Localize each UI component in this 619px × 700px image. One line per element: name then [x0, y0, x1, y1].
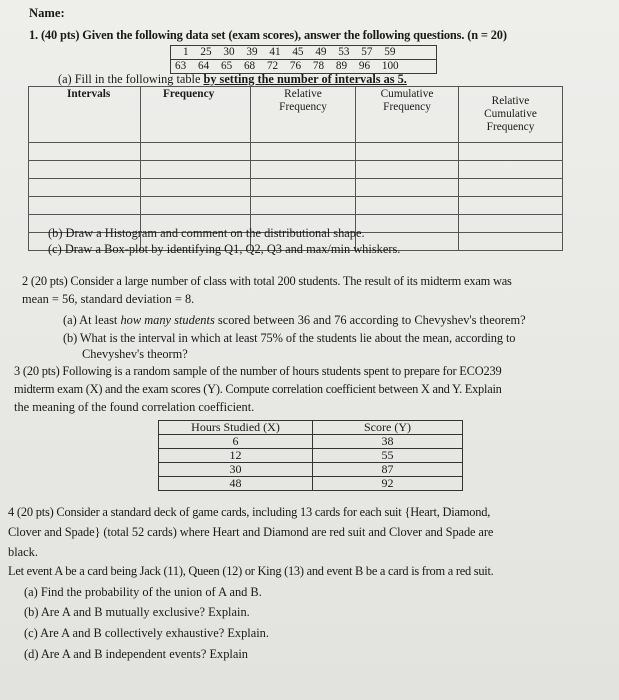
- header-relative-frequency: [251, 87, 356, 143]
- data-value: 89: [335, 60, 348, 72]
- data-cell-group: [171, 46, 437, 60]
- q1-part-b: (b) Draw a Histogram and comment on the distributional shape.: [48, 226, 365, 240]
- q4-line-3: black.: [8, 545, 38, 559]
- q4-line-4: Let event A be a card being Jack (11), Queen (12) or King (13) and event B be a card is from a red suit.: [8, 564, 494, 578]
- header-cumulative-frequency-text: Cumulative Frequency: [380, 88, 434, 113]
- q4-part-a: (a) Find the probability of the union of A and B.: [24, 585, 262, 599]
- data-value: 30: [223, 46, 235, 58]
- table-cell[interactable]: [356, 143, 459, 161]
- q3-line-2: midterm exam (X) and the exam scores (Y). Compute correlation coefficient between X and Y. Explain: [14, 382, 502, 396]
- data-row-1: [171, 46, 437, 60]
- frequency-table-header: [29, 87, 563, 143]
- q4-line-1: 4 (20 pts) Consider a standard deck of game cards, including 13 cards for each suit {Heart, Diamond,: [8, 505, 491, 519]
- q1-part-a-prefix: (a) Fill in the following table: [58, 72, 204, 86]
- table-cell[interactable]: [459, 143, 563, 161]
- hours-score-table: [158, 420, 463, 491]
- table-cell[interactable]: [29, 179, 141, 197]
- q1-part-a: [58, 72, 407, 87]
- table-row: [159, 463, 463, 477]
- data-value: 78: [312, 60, 325, 72]
- q1-title: 1. (40 pts) Given the following data set (exam scores), answer the following questions. (n = 20): [29, 28, 507, 42]
- q2-part-b-line-1: (b) What is the interval in which at least 75% of the students lie about the mean, according to: [63, 331, 516, 345]
- name-label: Name:: [29, 6, 65, 20]
- hours-value: 12: [159, 449, 313, 463]
- table-cell[interactable]: [459, 161, 563, 179]
- table-row: [159, 435, 463, 449]
- q4-line-2: Clover and Spade} (total 52 cards) where Heart and Diamond are red suit and Clover and Spade are: [8, 525, 494, 539]
- data-value: 25: [200, 46, 212, 58]
- q2-line-1: 2 (20 pts) Consider a large number of class with total 200 students. The result of its midterm exam was: [22, 274, 512, 288]
- header-hours-studied: Hours Studied (X): [159, 421, 313, 435]
- data-value: 72: [266, 60, 279, 72]
- header-relative-cumulative-frequency: [459, 87, 563, 143]
- table-cell[interactable]: [141, 197, 251, 215]
- data-value: 57: [361, 46, 373, 58]
- q4-part-b: (b) Are A and B mutually exclusive? Explain.: [24, 605, 250, 619]
- score-value: 92: [313, 477, 463, 491]
- q1-part-c: (c) Draw a Box-plot by identifying Q1, Q2, Q3 and max/min whiskers.: [48, 242, 401, 256]
- table-cell[interactable]: [251, 161, 356, 179]
- table-cell[interactable]: [356, 197, 459, 215]
- data-value: 39: [246, 46, 258, 58]
- table-row: [29, 179, 563, 197]
- header-relative-cumulative-frequency-text: Relative Cumulative Frequency: [484, 95, 537, 133]
- hours-value: 48: [159, 477, 313, 491]
- data-value: 65: [220, 60, 233, 72]
- score-value: 38: [313, 435, 463, 449]
- q1-data-table: [170, 45, 437, 74]
- data-value: 63: [175, 60, 187, 72]
- data-value: 59: [384, 46, 396, 58]
- q2-part-a-suffix: scored between 36 and 76 according to Chevyshev's theorem?: [214, 313, 526, 327]
- q2-part-b-line-2: Chevyshev's theorm?: [82, 347, 188, 361]
- data-value: 45: [292, 46, 304, 58]
- table-row: [159, 449, 463, 463]
- q1-part-a-underlined: by setting the number of intervals as 5.: [203, 72, 407, 86]
- q3-line-1: 3 (20 pts) Following is a random sample of the number of hours students spent to prepare for ECO239: [14, 364, 502, 378]
- table-cell[interactable]: [251, 197, 356, 215]
- header-frequency: Frequency: [141, 87, 251, 143]
- table-row: [29, 143, 563, 161]
- table-cell[interactable]: [459, 197, 563, 215]
- header-intervals: Intervals: [29, 87, 141, 143]
- table-cell[interactable]: [251, 179, 356, 197]
- table-row: [29, 197, 563, 215]
- q4-part-d: (d) Are A and B independent events? Explain: [24, 647, 249, 661]
- table-cell[interactable]: [141, 179, 251, 197]
- table-cell[interactable]: [356, 161, 459, 179]
- table-cell[interactable]: [356, 215, 459, 233]
- score-value: 87: [313, 463, 463, 477]
- table-cell[interactable]: [251, 143, 356, 161]
- table-cell[interactable]: [141, 143, 251, 161]
- score-value: 55: [313, 449, 463, 463]
- data-value: 68: [243, 60, 256, 72]
- header-score: Score (Y): [313, 421, 463, 435]
- data-value: 96: [358, 60, 371, 72]
- data-value: 64: [197, 60, 210, 72]
- data-value: 100: [381, 60, 399, 72]
- table-cell[interactable]: [356, 179, 459, 197]
- q2-part-a: [63, 313, 526, 328]
- q2-line-2: mean = 56, standard deviation = 8.: [22, 292, 195, 306]
- q3-line-3: the meaning of the found correlation coefficient.: [14, 400, 255, 414]
- data-value: 41: [269, 46, 281, 58]
- q4-part-c: (c) Are A and B collectively exhaustive? Explain.: [24, 626, 269, 640]
- header-cumulative-frequency: [356, 87, 459, 143]
- data-value: 1: [183, 46, 189, 58]
- header-relative-frequency-text: Relative Frequency: [279, 88, 327, 113]
- table-row: [29, 161, 563, 179]
- hours-value: 6: [159, 435, 313, 449]
- q2-part-a-italic: how many students: [120, 313, 215, 327]
- data-value: 76: [289, 60, 302, 72]
- table-cell[interactable]: [459, 233, 563, 251]
- data-value: 49: [315, 46, 327, 58]
- table-cell[interactable]: [141, 161, 251, 179]
- table-cell[interactable]: [29, 143, 141, 161]
- table-cell[interactable]: [29, 161, 141, 179]
- hours-value: 30: [159, 463, 313, 477]
- table-cell[interactable]: [29, 197, 141, 215]
- table-cell[interactable]: [459, 179, 563, 197]
- data-value: 53: [338, 46, 350, 58]
- hours-score-header: [159, 421, 463, 435]
- table-cell[interactable]: [459, 215, 563, 233]
- q2-part-a-prefix: (a) At least: [63, 313, 121, 327]
- table-row: [159, 477, 463, 491]
